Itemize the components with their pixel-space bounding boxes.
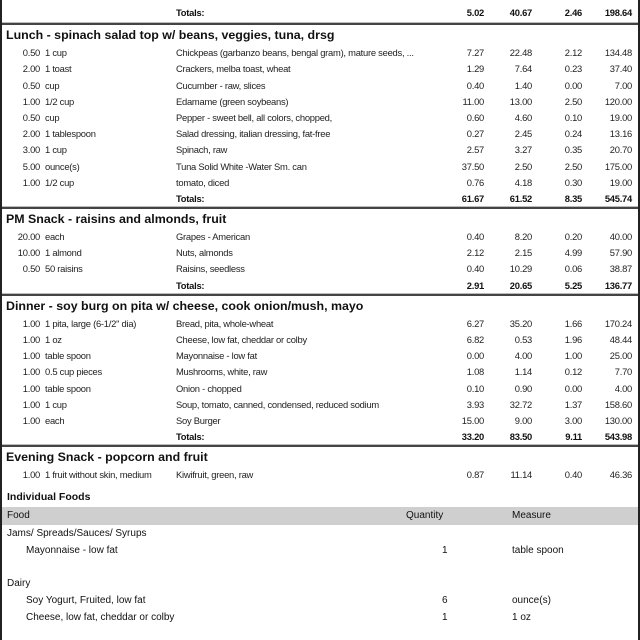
totals-fat: 8.35 bbox=[564, 192, 582, 204]
entry-carbs: 11.14 bbox=[510, 469, 532, 481]
entry-unit: 1 oz bbox=[45, 334, 62, 345]
entry-unit: table spoon bbox=[45, 350, 91, 362]
individual-foods-body bbox=[2, 525, 638, 626]
food-entry-row[interactable] bbox=[2, 78, 638, 94]
entry-unit: 1 toast bbox=[45, 63, 72, 75]
entry-food-name: Onion - chopped bbox=[176, 382, 242, 394]
entry-unit: 1 cup bbox=[45, 144, 67, 156]
entry-unit: 1/2 cup bbox=[45, 176, 75, 188]
entry-unit: 1 cup bbox=[45, 47, 67, 59]
food-entry-row[interactable] bbox=[2, 126, 638, 142]
individual-food-quantity: 6 bbox=[442, 594, 448, 606]
entry-food-name: Bread, pita, whole-wheat bbox=[176, 317, 274, 329]
entry-calories: 57.90 bbox=[609, 247, 632, 259]
entry-carbs: 7.64 bbox=[514, 63, 532, 75]
food-category-label: Jams/ Spreads/Sauces/ Syrups bbox=[7, 527, 147, 539]
entry-unit: 1/2 cup bbox=[45, 95, 75, 107]
entry-calories: 38.87 bbox=[609, 263, 632, 275]
entry-food-name: Grapes - American bbox=[176, 231, 250, 243]
entry-calories: 37.40 bbox=[609, 63, 632, 75]
entry-fat: 2.12 bbox=[564, 47, 582, 59]
individual-foods-header bbox=[2, 507, 638, 525]
entry-unit: cup bbox=[45, 79, 60, 91]
entry-unit: each bbox=[45, 231, 65, 243]
meal-title: Evening Snack - popcorn and fruit bbox=[2, 445, 638, 467]
entry-protein: 2.57 bbox=[466, 144, 484, 156]
entry-calories: 48.44 bbox=[609, 334, 632, 345]
entry-calories: 13.16 bbox=[609, 128, 632, 140]
food-entry-row[interactable] bbox=[2, 413, 638, 429]
entry-fat: 2.50 bbox=[564, 160, 582, 172]
entry-food-name: Raisins, seedless bbox=[176, 263, 245, 275]
entry-quantity: 1.00 bbox=[22, 350, 40, 362]
entry-unit: 1 cup bbox=[45, 398, 67, 410]
totals-protein: 2.91 bbox=[466, 279, 484, 291]
entry-protein: 2.12 bbox=[466, 247, 484, 259]
totals-protein: 5.02 bbox=[466, 7, 484, 18]
entry-quantity: 0.50 bbox=[22, 111, 40, 123]
entry-calories: 175.00 bbox=[604, 160, 632, 172]
food-entry-row[interactable] bbox=[2, 142, 638, 158]
entry-quantity: 1.00 bbox=[22, 334, 40, 345]
individual-food-measure: ounce(s) bbox=[512, 594, 551, 606]
meal-section bbox=[2, 207, 638, 294]
entry-unit: ounce(s) bbox=[45, 160, 80, 172]
individual-food-quantity: 1 bbox=[442, 544, 448, 556]
entry-fat: 0.40 bbox=[564, 469, 582, 481]
entry-carbs: 3.27 bbox=[514, 144, 532, 156]
entry-quantity: 0.50 bbox=[22, 79, 40, 91]
entry-calories: 19.00 bbox=[609, 111, 632, 123]
food-entry-row[interactable] bbox=[2, 316, 638, 332]
entry-fat: 0.10 bbox=[564, 111, 582, 123]
food-entry-row[interactable] bbox=[2, 348, 638, 364]
meal-title: Lunch - spinach salad top w/ beans, veggies, tuna, drsg bbox=[2, 23, 638, 45]
totals-protein: 33.20 bbox=[461, 431, 484, 443]
entry-quantity: 1.00 bbox=[22, 469, 40, 481]
entry-protein: 37.50 bbox=[461, 160, 484, 172]
entry-calories: 46.36 bbox=[609, 469, 632, 481]
meal-totals-row bbox=[2, 429, 638, 445]
individual-foods-section bbox=[2, 488, 638, 626]
entry-carbs: 10.29 bbox=[509, 263, 532, 275]
food-entry-row[interactable] bbox=[2, 94, 638, 110]
entry-fat: 1.00 bbox=[564, 350, 582, 362]
totals-carbs: 40.67 bbox=[509, 7, 532, 18]
food-entry-row[interactable] bbox=[2, 110, 638, 126]
entry-quantity: 2.00 bbox=[22, 128, 40, 140]
column-header-measure: Measure bbox=[512, 509, 551, 521]
entry-fat: 4.99 bbox=[564, 247, 582, 259]
food-entry-row[interactable] bbox=[2, 61, 638, 77]
totals-carbs: 20.65 bbox=[509, 279, 532, 291]
entry-fat: 0.30 bbox=[564, 176, 582, 188]
food-entry-row[interactable] bbox=[2, 159, 638, 175]
entry-protein: 0.60 bbox=[466, 111, 484, 123]
entry-carbs: 1.40 bbox=[514, 79, 532, 91]
individual-food-measure: 1 oz bbox=[512, 611, 531, 623]
entry-food-name: Spinach, raw bbox=[176, 144, 228, 156]
entry-quantity: 3.00 bbox=[22, 144, 40, 156]
entry-carbs: 9.00 bbox=[514, 414, 532, 426]
entry-carbs: 13.00 bbox=[509, 95, 532, 107]
entry-calories: 170.24 bbox=[604, 317, 632, 329]
individual-food-name: Mayonnaise - low fat bbox=[26, 544, 118, 556]
entry-fat: 0.12 bbox=[564, 366, 582, 378]
meal-section bbox=[2, 294, 638, 446]
entry-protein: 0.10 bbox=[466, 382, 484, 394]
entry-quantity: 5.00 bbox=[22, 160, 40, 172]
entry-fat: 1.66 bbox=[564, 317, 582, 329]
totals-label: Totals: bbox=[176, 7, 205, 18]
column-header-quantity: Quantity bbox=[406, 509, 444, 521]
food-entry-row[interactable] bbox=[2, 45, 638, 61]
entry-unit: 1 fruit without skin, medium bbox=[45, 469, 152, 481]
meal-section bbox=[2, 23, 638, 207]
entry-carbs: 4.00 bbox=[514, 350, 532, 362]
totals-carbs: 83.50 bbox=[509, 431, 532, 443]
meal-section bbox=[2, 445, 638, 483]
entry-unit: 0.5 cup pieces bbox=[45, 366, 102, 378]
entry-quantity: 1.00 bbox=[22, 366, 40, 378]
column-header-food: Food bbox=[7, 509, 30, 521]
entry-fat: 1.96 bbox=[564, 334, 582, 345]
entry-protein: 11.00 bbox=[462, 95, 484, 107]
entry-food-name: Chickpeas (garbanzo beans, bengal gram), mature seeds, ... bbox=[176, 47, 414, 59]
totals-label: Totals: bbox=[176, 431, 205, 443]
meals-list bbox=[2, 23, 638, 483]
entry-fat: 0.20 bbox=[564, 231, 582, 243]
totals-calories: 136.77 bbox=[604, 279, 632, 291]
entry-fat: 0.00 bbox=[564, 79, 582, 91]
entry-protein: 3.93 bbox=[466, 398, 484, 410]
entry-fat: 3.00 bbox=[564, 414, 582, 426]
entry-carbs: 0.90 bbox=[514, 382, 532, 394]
food-category-label: Dairy bbox=[7, 577, 31, 589]
entry-quantity: 1.00 bbox=[22, 382, 40, 394]
entry-fat: 0.06 bbox=[564, 263, 582, 275]
entry-protein: 0.40 bbox=[466, 231, 484, 243]
entry-carbs: 32.72 bbox=[509, 398, 532, 410]
individual-food-row[interactable] bbox=[2, 592, 638, 609]
entry-carbs: 22.48 bbox=[509, 47, 532, 59]
entry-food-name: Mayonnaise - low fat bbox=[176, 350, 257, 362]
entry-quantity: 1.00 bbox=[22, 414, 40, 426]
food-entry-row[interactable] bbox=[2, 245, 638, 261]
entry-carbs: 0.53 bbox=[514, 334, 532, 345]
totals-fat: 9.11 bbox=[565, 431, 582, 443]
entry-protein: 1.08 bbox=[466, 366, 484, 378]
entry-fat: 0.24 bbox=[564, 128, 582, 140]
entry-unit: 1 almond bbox=[45, 247, 82, 259]
entry-calories: 158.60 bbox=[604, 398, 632, 410]
entry-unit: table spoon bbox=[45, 382, 91, 394]
entry-protein: 0.00 bbox=[466, 350, 484, 362]
meal-title: PM Snack - raisins and almonds, fruit bbox=[2, 207, 638, 229]
entry-quantity: 1.00 bbox=[22, 176, 40, 188]
entry-protein: 15.00 bbox=[461, 414, 484, 426]
entry-protein: 0.76 bbox=[466, 176, 484, 188]
entry-protein: 1.29 bbox=[466, 63, 484, 75]
category-spacer bbox=[2, 559, 638, 575]
entry-fat: 2.50 bbox=[564, 95, 582, 107]
entry-quantity: 1.00 bbox=[22, 398, 40, 410]
entry-fat: 0.00 bbox=[564, 382, 582, 394]
entry-protein: 7.27 bbox=[466, 47, 484, 59]
entry-protein: 0.40 bbox=[466, 79, 484, 91]
entry-food-name: Soy Burger bbox=[176, 414, 221, 426]
entry-carbs: 8.20 bbox=[514, 231, 532, 243]
food-entry-row[interactable] bbox=[2, 397, 638, 413]
food-entry-row[interactable] bbox=[2, 364, 638, 380]
entry-quantity: 2.00 bbox=[22, 63, 40, 75]
entry-quantity: 20.00 bbox=[17, 231, 40, 243]
entry-calories: 4.00 bbox=[614, 382, 632, 394]
entry-quantity: 0.50 bbox=[22, 263, 40, 275]
totals-calories: 198.64 bbox=[604, 7, 632, 18]
individual-food-row[interactable] bbox=[2, 609, 638, 626]
entry-unit: cup bbox=[45, 111, 60, 123]
entry-fat: 0.35 bbox=[564, 144, 582, 156]
entry-calories: 40.00 bbox=[609, 231, 632, 243]
individual-foods-title: Individual Foods bbox=[7, 490, 91, 503]
entry-carbs: 2.50 bbox=[514, 160, 532, 172]
totals-protein: 61.67 bbox=[461, 192, 484, 204]
individual-food-quantity: 1 bbox=[442, 611, 448, 623]
entry-calories: 25.00 bbox=[609, 350, 632, 362]
entry-quantity: 10.00 bbox=[17, 247, 40, 259]
food-entry-row[interactable] bbox=[2, 175, 638, 191]
entry-unit: 1 tablespoon bbox=[45, 128, 96, 140]
entry-fat: 1.37 bbox=[564, 398, 582, 410]
entry-food-name: tomato, diced bbox=[176, 176, 230, 188]
entry-food-name: Tuna Solid White -Water Sm. can bbox=[176, 160, 307, 172]
food-entry-row[interactable] bbox=[2, 332, 638, 348]
totals-fat: 5.25 bbox=[564, 279, 582, 291]
totals-calories: 543.98 bbox=[604, 431, 632, 443]
totals-label: Totals: bbox=[176, 279, 205, 291]
entry-protein: 0.87 bbox=[466, 469, 484, 481]
entry-calories: 130.00 bbox=[604, 414, 632, 426]
entry-quantity: 0.50 bbox=[22, 47, 40, 59]
entry-carbs: 1.14 bbox=[514, 366, 532, 378]
entry-food-name: Edamame (green soybeans) bbox=[176, 95, 289, 107]
entry-calories: 19.00 bbox=[609, 176, 632, 188]
individual-food-name: Soy Yogurt, Fruited, low fat bbox=[26, 594, 146, 606]
entry-food-name: Cheese, low fat, cheddar or colby bbox=[176, 334, 307, 345]
entry-carbs: 2.45 bbox=[514, 128, 532, 140]
entry-calories: 7.00 bbox=[614, 79, 632, 91]
entry-calories: 134.48 bbox=[604, 47, 632, 59]
entry-unit: 1 pita, large (6-1/2" dia) bbox=[45, 317, 137, 329]
entry-quantity: 1.00 bbox=[22, 317, 40, 329]
entry-carbs: 35.20 bbox=[509, 317, 532, 329]
entry-calories: 120.00 bbox=[604, 95, 632, 107]
entry-food-name: Salad dressing, italian dressing, fat-free bbox=[176, 128, 331, 140]
totals-calories: 545.74 bbox=[604, 192, 632, 204]
entry-quantity: 1.00 bbox=[22, 95, 40, 107]
food-entry-row[interactable] bbox=[2, 381, 638, 397]
individual-food-row[interactable] bbox=[2, 542, 638, 559]
entry-protein: 6.27 bbox=[466, 317, 484, 329]
entry-protein: 0.40 bbox=[466, 263, 484, 275]
entry-food-name: Kiwifruit, green, raw bbox=[176, 469, 254, 481]
entry-food-name: Soup, tomato, canned, condensed, reduced sodium bbox=[176, 398, 379, 410]
individual-food-measure: table spoon bbox=[512, 544, 564, 556]
entry-unit: each bbox=[45, 414, 65, 426]
entry-protein: 6.82 bbox=[466, 334, 484, 345]
individual-food-name: Cheese, low fat, cheddar or colby bbox=[26, 611, 175, 623]
entry-carbs: 4.18 bbox=[514, 176, 532, 188]
previous-meal-totals-row bbox=[2, 5, 638, 21]
totals-fat: 2.46 bbox=[564, 7, 582, 18]
entry-protein: 0.27 bbox=[466, 128, 484, 140]
totals-carbs: 61.52 bbox=[509, 192, 532, 204]
meal-totals-row bbox=[2, 278, 638, 294]
food-entry-row[interactable] bbox=[2, 229, 638, 245]
entry-calories: 7.70 bbox=[614, 366, 632, 378]
meal-totals-row bbox=[2, 191, 638, 207]
food-entry-row[interactable] bbox=[2, 467, 638, 483]
meal-title: Dinner - soy burg on pita w/ cheese, cook onion/mush, mayo bbox=[2, 294, 638, 316]
entry-food-name: Nuts, almonds bbox=[176, 247, 233, 259]
entry-food-name: Mushrooms, white, raw bbox=[176, 366, 268, 378]
entry-fat: 0.23 bbox=[564, 63, 582, 75]
entry-carbs: 4.60 bbox=[514, 111, 532, 123]
food-entry-row[interactable] bbox=[2, 261, 638, 277]
entry-food-name: Crackers, melba toast, wheat bbox=[176, 63, 291, 75]
entry-food-name: Pepper - sweet bell, all colors, chopped, bbox=[176, 111, 332, 123]
totals-label: Totals: bbox=[176, 192, 205, 204]
entry-carbs: 2.15 bbox=[514, 247, 532, 259]
entry-food-name: Cucumber - raw, slices bbox=[176, 79, 266, 91]
entry-unit: 50 raisins bbox=[45, 263, 83, 275]
entry-calories: 20.70 bbox=[609, 144, 632, 156]
